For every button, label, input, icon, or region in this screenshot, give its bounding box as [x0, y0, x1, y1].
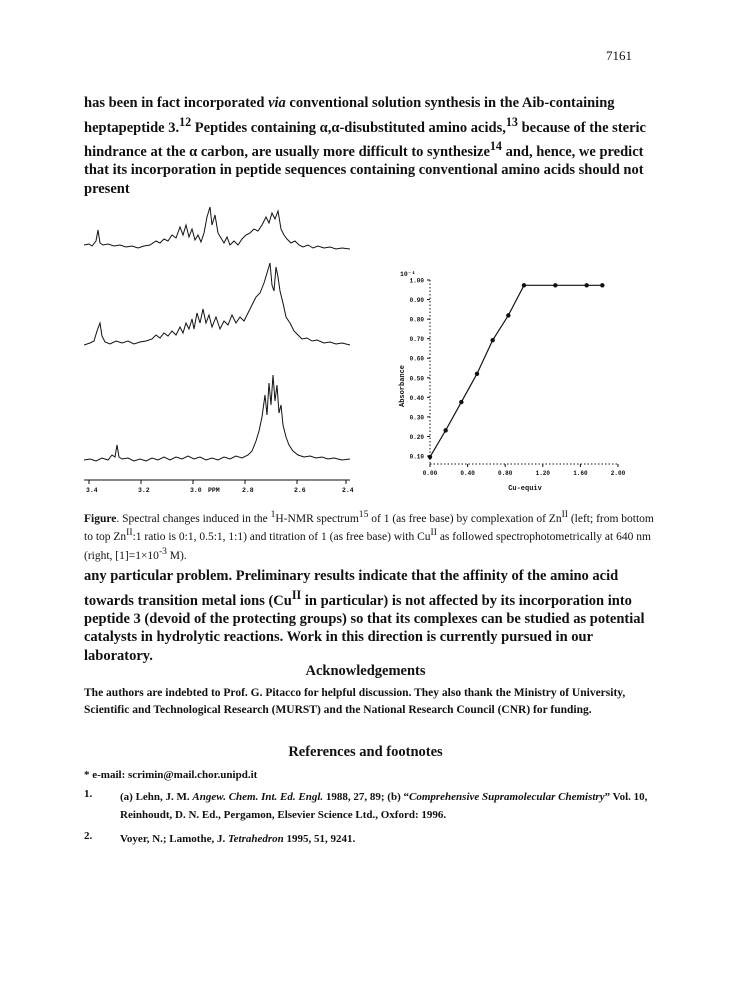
- nmr-x-tick-label: 3.2: [138, 487, 150, 494]
- nmr-x-tick-label: 3.4: [86, 487, 98, 494]
- chart-x-tick-label: 2.00: [610, 470, 626, 477]
- chart-y-tick-label: 0.30: [409, 414, 424, 422]
- chart-x-tick-label: 0.00: [422, 470, 438, 477]
- nmr-spectrum-middle: [84, 263, 350, 345]
- chart-data-point: [443, 428, 447, 432]
- chart-series-line: [430, 285, 602, 457]
- nmr-spectrum-bottom: [84, 375, 350, 461]
- chart-data-point: [553, 283, 557, 287]
- nmr-x-ticks: [89, 480, 346, 484]
- nmr-spectrum-top: [84, 207, 350, 249]
- author-email: * e-mail: scrimin@mail.chor.unipd.it: [84, 769, 258, 781]
- acknowledgements-heading: Acknowledgements: [305, 663, 426, 679]
- chart-data-point: [459, 400, 463, 404]
- chart-y-tick-label: 0.60: [409, 355, 424, 363]
- chart-data-point: [506, 313, 510, 317]
- nmr-x-tick-label: PPM: [208, 487, 220, 494]
- chart-y-tick-label: 0.10: [409, 453, 424, 461]
- chart-data-point: [475, 372, 479, 376]
- nmr-x-tick-label: 3.0: [190, 487, 202, 494]
- citation-13: 13: [505, 114, 518, 129]
- caption-label: Figure: [84, 512, 117, 525]
- chart-y-exponent: 10⁻¹: [400, 271, 416, 278]
- reference-number: 2.: [84, 830, 93, 842]
- chart-y-tick-label: 0.80: [409, 316, 424, 324]
- nmr-x-tick-label: 2.6: [294, 487, 306, 494]
- references-heading: References and footnotes: [288, 744, 443, 760]
- chart-y-tick-label: 1.00: [409, 277, 424, 285]
- chart-x-axis-label: Cu-equiv: [508, 485, 542, 493]
- figure-caption: Figure. Spectral changes induced in the $^1$H-NMR spectrum$^{15}$ of 1 (as free base) by complexation of $Zn^{II}$ (left; from bottom to top $Zn^{II}:1$ ratio is 0:1, 0.5:1, 1:1) and titration of 1 (as free base) with $Cu^{II}$ as followed spectrophotometrically at 640 nm (right, $[1]=1\times 10^{-3}$ M).: [84, 509, 654, 562]
- chart-data-point: [490, 338, 494, 342]
- reference-text: Voyer, N.; Lamothe, J. Tetrahedron 1995, 51, 9241.: [120, 833, 356, 845]
- chart-data-point: [522, 283, 526, 287]
- chart-y-tick-label: 0.90: [409, 297, 424, 305]
- chart-y-tick-label: 0.70: [409, 336, 424, 344]
- chart-x-tick-label: 0.40: [460, 470, 475, 477]
- chart-data-point: [584, 283, 588, 287]
- body-paragraph-1: has been in fact incorporated via conventional solution synthesis in the Aib-containing heptapeptide 3.12 Peptides containing α,α-disubstituted amino acids,$^{13}$ because of the steric hindrance at the α carbon, are usually more difficult to synthesize$^{14}$ and, hence, we predict that its incorporation in peptide sequences containing conventional amino acids should not present: [84, 95, 646, 197]
- citation-14: 14: [489, 138, 502, 153]
- nmr-x-tick-label: 2.8: [242, 487, 254, 494]
- body-paragraph-2: any particular problem. Preliminary results indicate that the affinity of the amino acid towards transition metal ions ($Cu^{II}$ in particular) is not affected by its incorporation into peptide 3 (devoid of the protecting groups) so that its complexes can be studied as potential catalysts in hydrolytic reactions. Work in this direction is currently pursued in our laboratory.: [84, 568, 645, 664]
- citation-12: 12: [179, 114, 192, 129]
- chart-x-tick-label: 1.20: [535, 470, 551, 477]
- acknowledgements-text: The authors are indebted to Prof. G. Pitacco for helpful discussion. They also thank the Ministry of University, Scientific and Technological Research (MURST) and the National Research Council (CNR) for funding.: [84, 687, 626, 716]
- chart-data-point: [600, 283, 604, 287]
- chart-y-tick-label: 0.40: [409, 394, 424, 402]
- chart-y-tick-label: 0.20: [409, 433, 424, 441]
- chart-y-axis-label: Absorbance: [399, 364, 407, 408]
- nmr-spectra-figure: [84, 205, 360, 495]
- chart-data-point: [428, 455, 432, 459]
- chart-y-tick-label: 0.50: [409, 375, 424, 383]
- chart-x-tick-label: 0.80: [497, 470, 513, 477]
- reference-number: 1.: [84, 788, 93, 800]
- reference-text: (a) Lehn, J. M. Angew. Chem. Int. Ed. Engl. 1988, 27, 89; (b) “Comprehensive Supramolecular Chemistry” Vol. 10, Reinhoudt, D. N. Ed., Pergamon, Elsevier Science Ltd., Oxford: 1996.: [120, 791, 648, 821]
- chart-x-tick-label: 1.60: [573, 470, 588, 477]
- titration-chart: [380, 258, 645, 498]
- page-number: 7161: [606, 48, 632, 63]
- nmr-x-tick-label: 2.4: [342, 487, 354, 494]
